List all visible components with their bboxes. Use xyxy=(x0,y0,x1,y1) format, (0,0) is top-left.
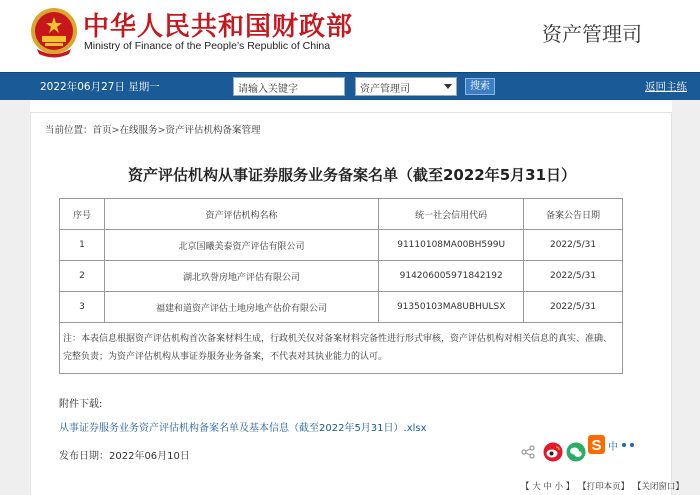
breadcrumb-home[interactable]: 首页 xyxy=(92,125,112,136)
font-size-control[interactable]: 【 大 中 小 】 xyxy=(521,482,575,492)
table-row xyxy=(60,230,623,261)
table-row xyxy=(60,292,623,323)
cell-credit-code: 914206005971842192 xyxy=(379,261,524,292)
publish-date: 发布日期：2022年06月10日 xyxy=(59,451,190,462)
column-header-org-name: 资产评估机构名称 xyxy=(104,199,378,230)
breadcrumb-online-service[interactable]: 在线服务 xyxy=(119,125,158,136)
cell-filing-date: 2022/5/31 xyxy=(524,230,623,261)
cell-index: 1 xyxy=(60,230,105,261)
site-header xyxy=(0,0,700,68)
site-title-en: Ministry of Finance of the People’s Republic of China xyxy=(84,40,331,52)
table-note: 注：本表信息根据资产评估机构首次备案材料生成，行政机关仅对备案材料完备性进行形式审核，资产评估机构对相关信息的真实、准确、完整负责；为资产评估机构从事证券服务业务备案，不代表对其执业能力的认可。 xyxy=(60,323,623,374)
cell-org-name: 福建和道资产评估土地房地产估价有限公司 xyxy=(104,292,378,323)
cell-index: 3 xyxy=(60,292,105,323)
cell-index: 2 xyxy=(60,261,105,292)
cell-credit-code: 91110108MA00BH599U xyxy=(379,230,524,261)
document-title: 资产评估机构从事证券服务业务备案名单（截至2022年5月31日） xyxy=(127,166,577,184)
svg-text:S: S xyxy=(591,437,602,454)
chevron-down-icon xyxy=(444,84,452,89)
attachment-download-link[interactable]: 从事证券服务业务资产评估机构备案名单及基本信息（截至2022年5月31日）.xlsx xyxy=(59,423,427,434)
national-emblem-icon xyxy=(29,5,79,60)
weibo-icon[interactable] xyxy=(543,442,563,462)
print-page-link[interactable]: 【打印本页】 xyxy=(582,482,630,492)
table-row xyxy=(60,261,623,292)
column-header-filing-date: 备案公告日期 xyxy=(524,199,623,230)
page-gutter-right xyxy=(672,100,700,495)
cell-org-name: 北京国曦美泰资产评估有限公司 xyxy=(104,230,378,261)
breadcrumb-separator: > xyxy=(111,125,120,136)
sogou-input-icon[interactable] xyxy=(588,435,638,457)
breadcrumb-separator: > xyxy=(157,125,166,136)
cell-filing-date: 2022/5/31 xyxy=(524,292,623,323)
department-select-value: 资产管理司 xyxy=(360,84,410,95)
main-content xyxy=(30,112,684,495)
breadcrumb-filing-management[interactable]: 资产评估机构备案管理 xyxy=(165,125,261,136)
share-icon[interactable] xyxy=(521,445,535,459)
search-input[interactable]: 请输入关键字 xyxy=(233,77,345,96)
breadcrumb xyxy=(45,122,261,136)
cell-credit-code: 91350103MA8UBHULSX xyxy=(379,292,524,323)
column-header-index: 序号 xyxy=(60,199,105,230)
cell-filing-date: 2022/5/31 xyxy=(524,261,623,292)
filing-table xyxy=(59,198,623,374)
table-header-row xyxy=(60,199,623,230)
wechat-icon[interactable] xyxy=(566,442,586,462)
breadcrumb-prefix: 当前位置： xyxy=(45,125,93,136)
department-select[interactable] xyxy=(355,77,457,96)
column-header-credit-code: 统一社会信用代码 xyxy=(379,199,524,230)
home-link[interactable]: 返回主练 xyxy=(645,81,687,93)
page-gutter-left xyxy=(0,100,30,495)
svg-text:中: 中 xyxy=(608,442,618,453)
page-tools xyxy=(521,480,692,492)
table-note-row xyxy=(60,323,623,374)
search-button[interactable]: 搜索 xyxy=(465,78,495,95)
current-date: 2022年06月27日 星期一 xyxy=(40,81,160,93)
nav-bar xyxy=(0,72,700,100)
cell-org-name: 湖北玖誉房地产评估有限公司 xyxy=(104,261,378,292)
close-window-link[interactable]: 【关闭窗口】 xyxy=(637,482,684,492)
department-name: 资产管理司 xyxy=(542,22,642,46)
site-title-cn: 中华人民共和国财政部 xyxy=(83,12,354,42)
share-bar xyxy=(519,439,669,463)
attachment-label: 附件下载: xyxy=(59,399,103,410)
